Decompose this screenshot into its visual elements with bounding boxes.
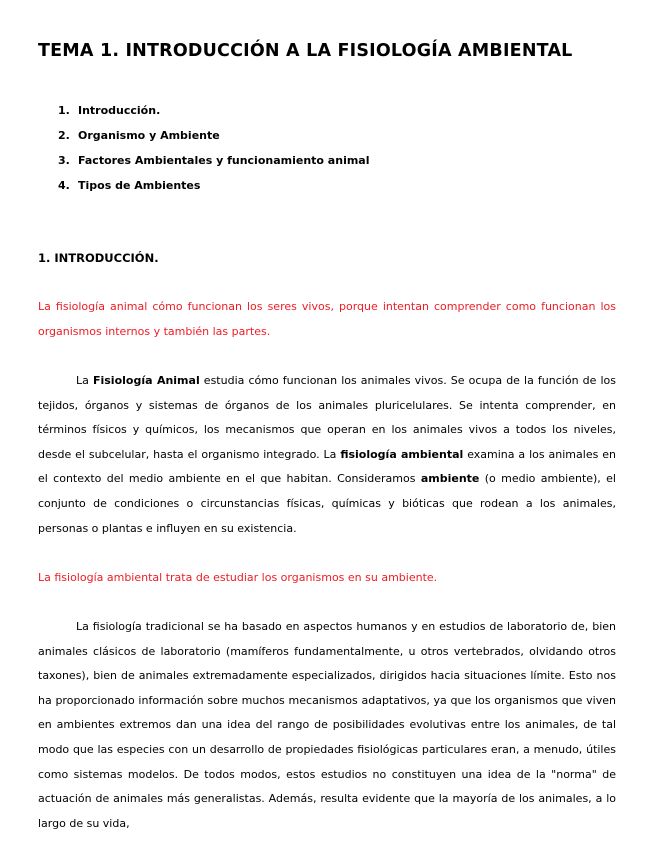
toc-item-number: 3. — [58, 154, 70, 167]
bold-term: Fisiología Animal — [92, 374, 200, 387]
text-run: examina a los animales en el contexto del medio ambiente en el que habitan. Consideramos — [38, 447, 616, 486]
page-title: TEMA 1. INTRODUCCIÓN A LA FISIOLOGÍA AMBIENTAL — [38, 41, 573, 61]
text-run: (o medio ambiente), el conjunto de condiciones o circunstancias físicas, químicas y bióticas que rodean a los animales, personas o plantas e influyen en su existencia. — [38, 472, 616, 535]
bold-term: fisiología ambiental — [340, 447, 464, 461]
toc-item-number: 1. — [58, 104, 70, 117]
toc-item-label: Tipos de Ambientes — [78, 179, 201, 192]
section-heading: 1. INTRODUCCIÓN. — [38, 251, 159, 265]
text-run: La — [76, 374, 93, 387]
toc-item-label: Introducción. — [78, 104, 161, 117]
toc-item-label: Organismo y Ambiente — [78, 129, 220, 142]
highlighted-note: La fisiología animal cómo funcionan los seres vivos, porque intentan comprender como funcionan los organismos internos y también las partes. — [38, 300, 616, 338]
toc-item — [58, 179, 370, 204]
highlighted-note: La fisiología ambiental trata de estudiar los organismos en su ambiente. — [38, 571, 438, 584]
text-run: estudia cómo funcionan los animales vivos. Se ocupa de la función de los tejidos, órganos y sistemas de órganos de los animales pluricelulares. Se intenta comprender, en términos físicos y químicos, los mecanismos que operan en los animales vivos a todos los niveles, desde el subcelular, hasta el organismo integrado. La — [38, 374, 616, 461]
toc-item — [58, 104, 370, 129]
toc-item — [58, 129, 370, 154]
bold-term: ambiente — [420, 472, 480, 486]
toc-item — [58, 154, 370, 179]
toc-item-number: 4. — [58, 179, 70, 192]
body-paragraph — [38, 369, 616, 541]
table-of-contents — [58, 104, 370, 204]
toc-item-label: Factores Ambientales y funcionamiento animal — [78, 154, 370, 167]
toc-item-number: 2. — [58, 129, 70, 142]
body-paragraph: La fisiología tradicional se ha basado en aspectos humanos y en estudios de laboratorio de, bien animales clásicos de laboratorio (mamíferos fundamentalmente, u otros vertebrados, olvidando otros taxones), bien de animales extremadamente especializados, dirigidos hacia situaciones límite. Esto nos ha proporcionado información sobre muchos mecanismos adaptativos, ya que los organismos que viven en ambientes extremos dan una idea del rango de posibilidades evolutivas entre los animales, de tal modo que las especies con un desarrollo de propiedades fisiológicas particulares eran, a menudo, útiles como sistemas modelos. De todos modos, estos estudios no constituyen una idea de la "norma" de actuación de animales más generalistas. Además, resulta evidente que la mayoría de los animales, a lo largo de su vida, — [38, 620, 616, 830]
